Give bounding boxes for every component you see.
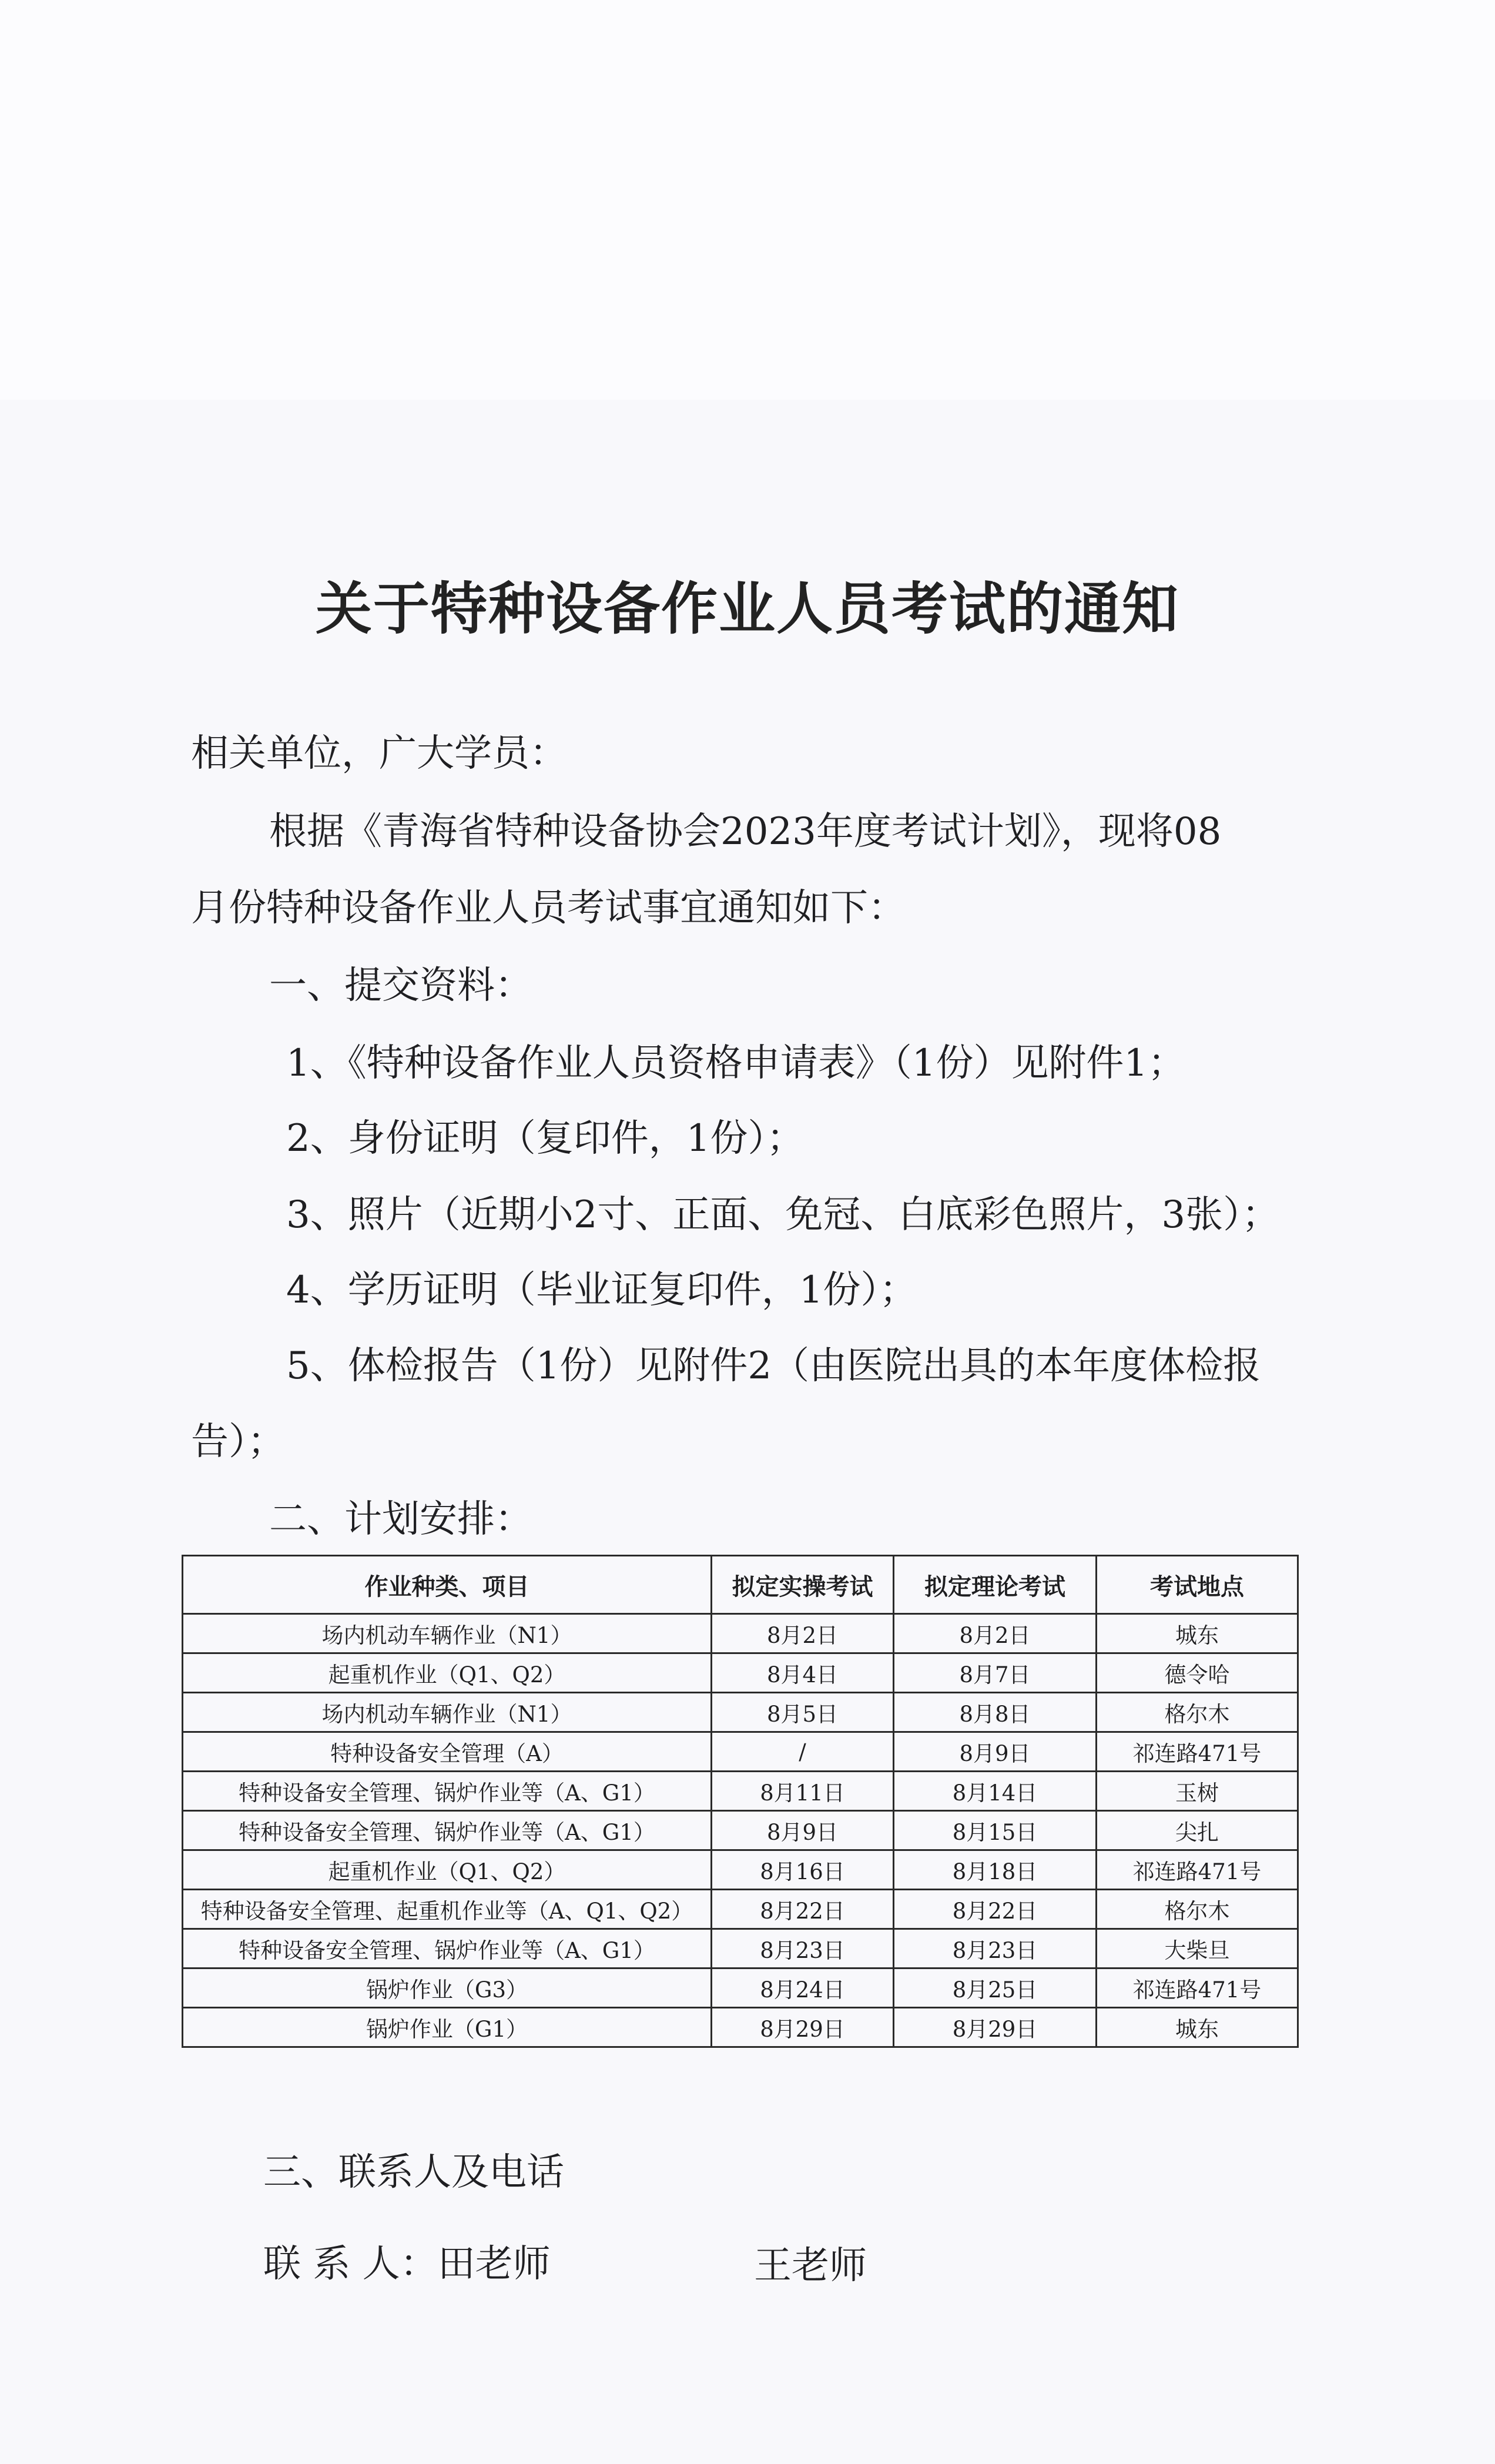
table-cell: / <box>712 1732 894 1772</box>
table-cell: 德令哈 <box>1097 1653 1298 1693</box>
table-row <box>183 1850 1298 1890</box>
table-cell: 格尔木 <box>1097 1890 1298 1929</box>
table-header-row <box>183 1556 1298 1614</box>
table-cell: 8月29日 <box>712 2008 894 2047</box>
table-cell: 8月15日 <box>894 1811 1097 1850</box>
table-row <box>183 1772 1298 1811</box>
header-cell: 考试地点 <box>1097 1556 1298 1614</box>
salutation: 相关单位，广大学员： <box>191 732 567 775</box>
exam-schedule-table <box>182 1555 1299 2048</box>
table-cell: 8月2日 <box>712 1614 894 1653</box>
table-row <box>183 1614 1298 1653</box>
table-cell: 祁连路471号 <box>1097 1850 1298 1890</box>
table-row <box>183 1968 1298 2008</box>
table-cell: 8月9日 <box>712 1811 894 1850</box>
table-cell: 祁连路471号 <box>1097 1732 1298 1772</box>
table-cell: 锅炉作业（G3） <box>183 1968 712 2008</box>
table-cell: 城东 <box>1097 1614 1298 1653</box>
table-row <box>183 1693 1298 1732</box>
table-cell: 格尔木 <box>1097 1693 1298 1732</box>
contact-person-second: 王老师 <box>754 2244 867 2288</box>
table-cell: 场内机动车辆作业（N1） <box>183 1693 712 1732</box>
intro-line-2: 月份特种设备作业人员考试事宜通知如下： <box>191 886 906 930</box>
table-cell: 特种设备安全管理、锅炉作业等（A、G1） <box>183 1772 712 1811</box>
intro-line-1: 根据《青海省特种设备协会2023年度考试计划》，现将08 <box>269 810 1222 853</box>
table-row <box>183 1732 1298 1772</box>
section-1-heading: 一、提交资料： <box>269 964 532 1007</box>
table-cell: 8月24日 <box>712 1968 894 2008</box>
table-cell: 8月9日 <box>894 1732 1097 1772</box>
table-cell: 8月25日 <box>894 1968 1097 2008</box>
table-cell: 场内机动车辆作业（N1） <box>183 1614 712 1653</box>
header-cell: 作业种类、项目 <box>183 1556 712 1614</box>
table-cell: 8月8日 <box>894 1693 1097 1732</box>
table-cell: 锅炉作业（G1） <box>183 2008 712 2047</box>
table-cell: 8月23日 <box>894 1929 1097 1968</box>
table-cell: 8月18日 <box>894 1850 1097 1890</box>
table-cell: 8月2日 <box>894 1614 1097 1653</box>
list-item-continuation: 告）； <box>191 1420 285 1464</box>
table-cell: 特种设备安全管理、锅炉作业等（A、G1） <box>183 1929 712 1968</box>
table-cell: 8月4日 <box>712 1653 894 1693</box>
table-cell: 特种设备安全管理、锅炉作业等（A、G1） <box>183 1811 712 1850</box>
list-item: 5、体检报告（1份）见附件2（由医院出具的本年度体检报 <box>286 1344 1261 1388</box>
table-cell: 玉树 <box>1097 1772 1298 1811</box>
table-cell: 8月5日 <box>712 1693 894 1732</box>
list-item: 2、身份证明（复印件，1份）； <box>286 1117 805 1160</box>
table-cell: 8月7日 <box>894 1653 1097 1693</box>
header-cell: 拟定理论考试 <box>894 1556 1097 1614</box>
table-cell: 城东 <box>1097 2008 1298 2047</box>
table-cell: 特种设备安全管理、起重机作业等（A、Q1、Q2） <box>183 1890 712 1929</box>
table-cell: 8月22日 <box>894 1890 1097 1929</box>
table-cell: 8月23日 <box>712 1929 894 1968</box>
table-cell: 特种设备安全管理（A） <box>183 1732 712 1772</box>
section-2-heading: 二、计划安排： <box>269 1498 532 1541</box>
list-item: 3、照片（近期小2寸、正面、免冠、白底彩色照片，3张）； <box>286 1193 1280 1237</box>
document-title: 关于特种设备作业人员考试的通知 <box>316 576 1179 642</box>
table-cell: 起重机作业（Q1、Q2） <box>183 1653 712 1693</box>
table-row <box>183 1890 1298 1929</box>
list-item: 1、《特种设备作业人员资格申请表》（1份）见附件1； <box>286 1042 1186 1085</box>
list-item: 4、学历证明（毕业证复印件，1份）； <box>286 1268 917 1312</box>
table-cell: 祁连路471号 <box>1097 1968 1298 2008</box>
table-row <box>183 1811 1298 1850</box>
table-cell: 8月22日 <box>712 1890 894 1929</box>
table-cell: 起重机作业（Q1、Q2） <box>183 1850 712 1890</box>
table-cell: 8月11日 <box>712 1772 894 1811</box>
table-cell: 8月14日 <box>894 1772 1097 1811</box>
table-cell: 尖扎 <box>1097 1811 1298 1850</box>
table-row <box>183 1653 1298 1693</box>
table-cell: 8月16日 <box>712 1850 894 1890</box>
header-cell: 拟定实操考试 <box>712 1556 894 1614</box>
table-row <box>183 1929 1298 1968</box>
contact-person: 联 系 人：田老师 <box>263 2242 551 2286</box>
table-cell: 大柴旦 <box>1097 1929 1298 1968</box>
section-3-heading: 三、联系人及电话 <box>263 2151 564 2194</box>
table-cell: 8月29日 <box>894 2008 1097 2047</box>
table-row <box>183 2008 1298 2047</box>
